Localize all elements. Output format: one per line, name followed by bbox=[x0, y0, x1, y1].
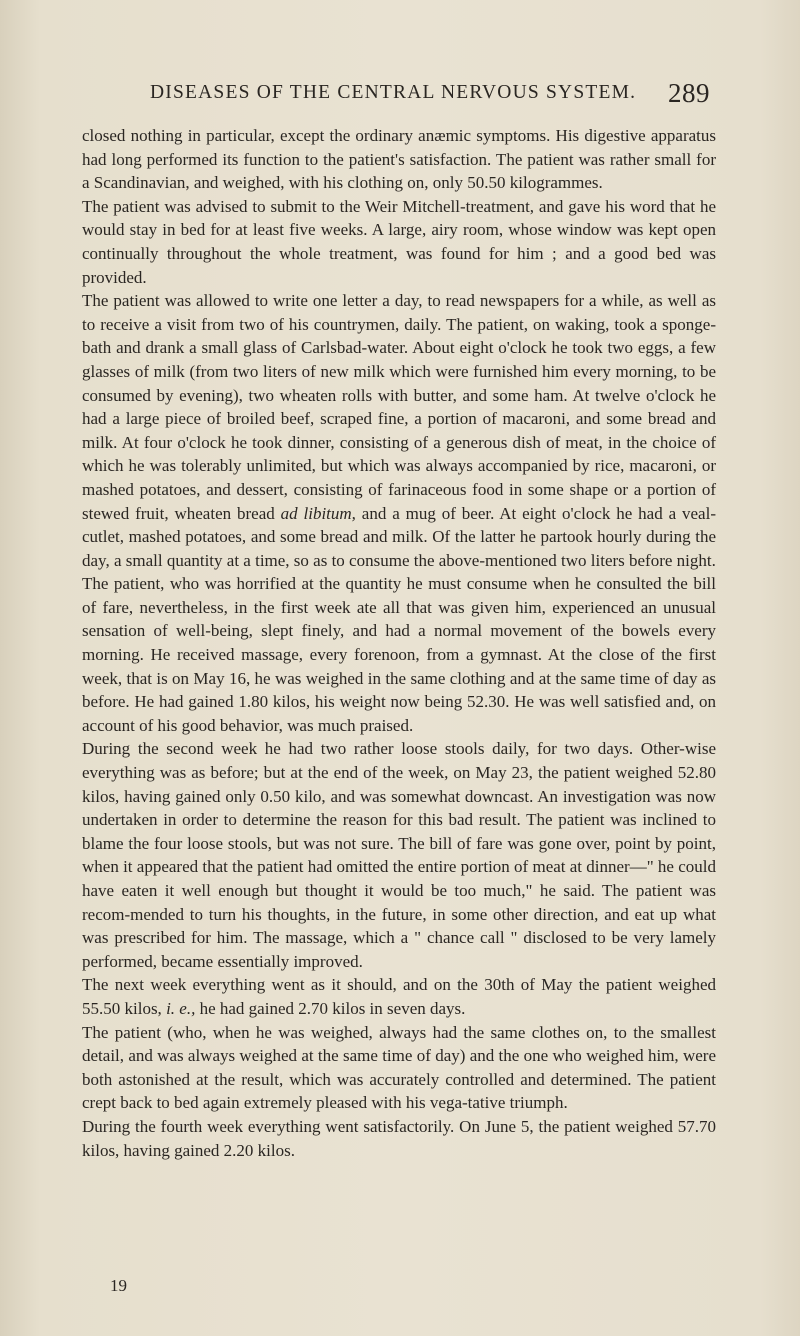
paragraph-text: The next week everything went as it should, and on the 30th of May the patient weighed 55.50 kilos, bbox=[82, 975, 716, 1018]
paragraph-text: closed nothing in particular, except the ordinary anæmic symptoms. His digestive apparatus had long performed its function to the patient's satisfaction. The patient was rather small for a Scandinavian, and weighed, with his clothing on, only 50.50 kilogrammes. bbox=[82, 126, 716, 193]
paragraph-text: and a mug of beer. At eight o'clock he had a veal-cutlet, mashed potatoes, and some bread and milk. Of the latter he partook hourly during the day, a small quantity at a time, so as to consume the above-mentioned two liters before night. bbox=[82, 503, 716, 570]
paragraph-text: The patient, who was horrified at the quantity he must consume when he consulted the bill of fare, nevertheless, in the first week ate all that was given him, experienced an unusual sensation of well-being, slept finely, and had a normal movement of the bowels every morning. He received massage, every forenoon, from a gymnast. At the close of the first week, that is on May 16, he was weighed in the same clothing and at the same time of day as before. He had gained 1.80 kilos, his weight now being 52.30. He was well satisfied and, on account of his good behavior, was much praised. bbox=[82, 574, 716, 735]
paragraph bbox=[82, 1021, 716, 1115]
paragraph-text: During the second week he had two rather loose stools daily, for two days. Other-wise everything was as before; but at the end of the week, on May 23, the patient weighed 52.80 kilos, having gained only 0.50 kilo, and was somewhat downcast. An investigation was now undertaken in order to determine the reason for this bad result. The patient was inclined to blame the four loose stools, but was not sure. The bill of fare was gone over, point by point, when it appeared that the patient had omitted the entire portion of meat at dinner—" he could have eaten it well enough but thought it would be too much," he said. The patient was recom-mended to turn his thoughts, in the future, in some other direction, and eat up what was prescribed for him. The massage, which a " chance call " disclosed to be very lamely performed, became essentially improved. bbox=[82, 739, 716, 971]
paragraph-text: The patient was advised to submit to the Weir Mitchell-treatment, and gave his word that he would stay in bed for at least five weeks. A large, airy room, whose window was kept open continually throughout the whole treatment, was found for him ; and a good bed was provided. bbox=[82, 196, 716, 287]
paragraph-text: The patient was allowed to write one letter a day, to read newspapers for a while, as well as to receive a visit from two of his countrymen, daily. The patient, on waking, took a sponge-bath and drank a small glass of Carlsbad-water. About eight o'clock he took two eggs, a few glasses of milk (from two liters of new milk which were furnished him every morning, to be consumed by evening), two wheaten rolls with butter, and some ham. At twelve o'clock he had a large piece of broiled beef, scraped fine, a portion of macaroni, and some bread and milk. At four o'clock he took dinner, consisting of a generous dish of meat, in the choice of which he was tolerably unlimited, but which was always accompanied by rice, macaroni, or mashed potatoes, and dessert, consisting of farinaceous food in some shape or a portion of stewed fruit, wheaten bread bbox=[82, 291, 716, 523]
paragraph bbox=[82, 289, 716, 572]
page-number: 289 bbox=[668, 78, 710, 108]
paragraph bbox=[82, 973, 716, 1020]
running-head: DISEASES OF THE CENTRAL NERVOUS SYSTEM. bbox=[150, 82, 637, 103]
italic-phrase: i. e., bbox=[166, 998, 196, 1018]
paragraph-text: During the fourth week everything went satisfactorily. On June 5, the patient weighed 57.70 kilos, having gained 2.20 kilos. bbox=[82, 1116, 716, 1160]
italic-phrase: ad libitum, bbox=[280, 503, 356, 523]
signature-mark: 19 bbox=[110, 1276, 127, 1295]
paragraph bbox=[82, 1115, 716, 1162]
paragraph-text: The patient (who, when he was weighed, always had the same clothes on, to the smallest detail, and was always weighed at the same time of day) and the one who weighed him, were both astonished at the result, which was accurately controlled and determined. The patient crept back to bed again extremely pleased with his vega-tative triumph. bbox=[82, 1022, 716, 1113]
paragraph bbox=[82, 737, 716, 973]
body-text bbox=[82, 124, 716, 1162]
paragraph bbox=[82, 195, 716, 289]
paragraph-text: he had gained 2.70 kilos in seven days. bbox=[195, 998, 466, 1018]
paragraph bbox=[82, 124, 716, 195]
paragraph bbox=[82, 572, 716, 737]
